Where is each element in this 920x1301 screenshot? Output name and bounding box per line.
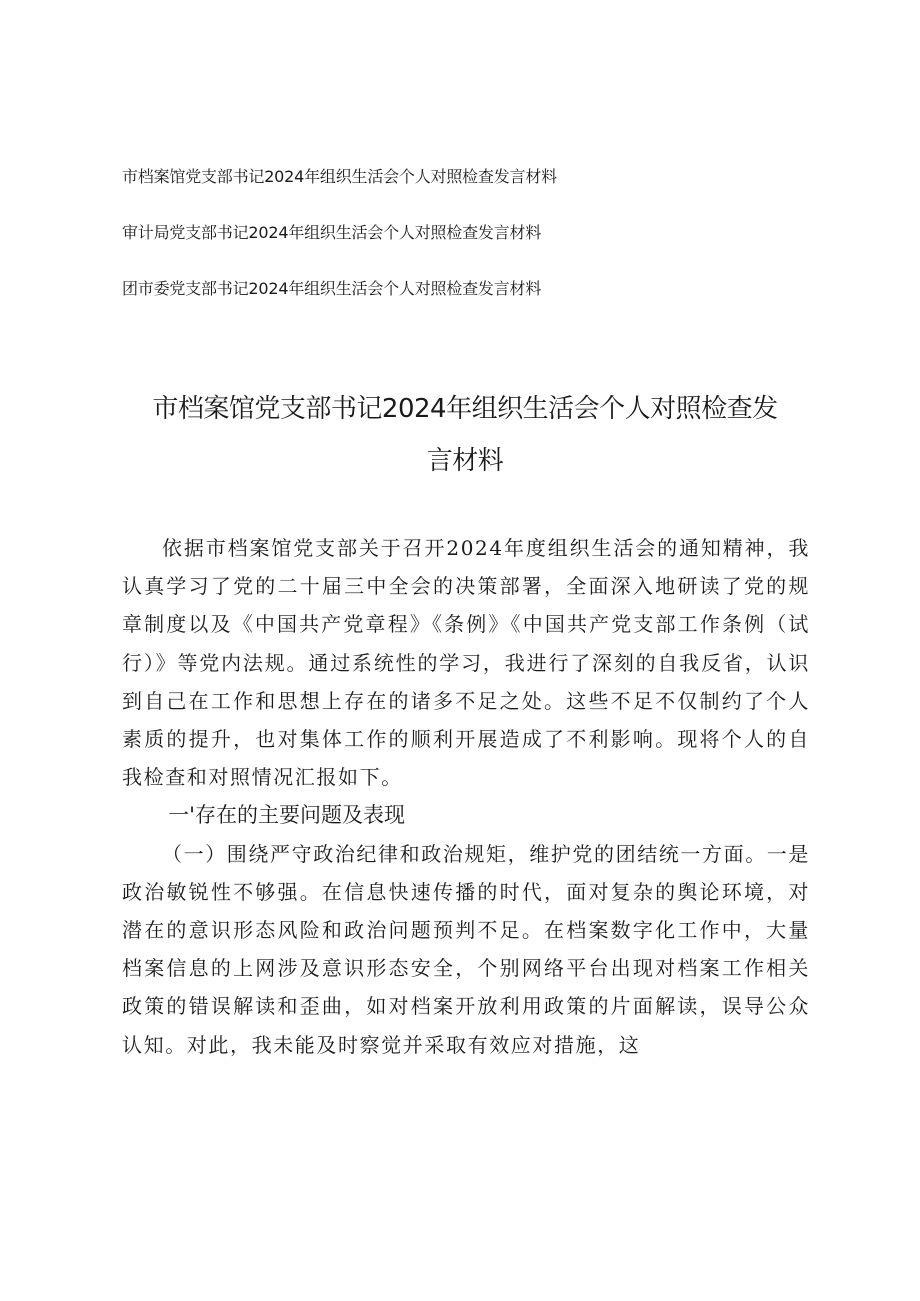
title-line-1: 市档案馆党支部书记2024年组织生活会个人对照检查发 <box>152 394 778 424</box>
intro-paragraph: 依据市档案馆党支部关于召开2024年度组织生活会的通知精神，我认真学习了党的二十届三中全会的决策部署，全面深入地研读了党的规章制度以及《中国共产党章程》《条例》《中国共产党支部工作条例（试行）》等党内法规。通过系统性的学习，我进行了深刻的自我反省，认识到自己在工作和思想上存在的诸多不足之处。这些不足不仅制约了个人素质的提升，也对集体工作的顺利开展造成了不利影响。现将个人的自我检查和对照情况汇报如下。 <box>122 536 810 790</box>
title-line-2: 言材料 <box>426 446 504 476</box>
section-paragraph: （一）围绕严守政治纪律和政治规矩，维护党的团结统一方面。一是政治敏锐性不够强。在信息快速传播的时代，面对复杂的舆论环境，对潜在的意识形态风险和政治问题预判不足。在档案数字化工作中，大量档案信息的上网涉及意识形态安全，个别网络平台出现对档案工作相关政策的错误解读和歪曲，如对档案开放利用政策的片面解读，误导公众认知。对此，我未能及时察觉并采取有效应对措施，这 <box>122 841 810 1057</box>
document-title <box>130 383 800 487</box>
toc-item: 团市委党支部书记2024年组织生活会个人对照检查发言材料 <box>122 279 542 298</box>
toc-item: 市档案馆党支部书记2024年组织生活会个人对照检查发言材料 <box>122 167 557 186</box>
toc-item: 审计局党支部书记2024年组织生活会个人对照检查发言材料 <box>122 223 542 242</box>
document-body <box>122 529 810 1064</box>
section-heading: 一'存在的主要问题及表现 <box>168 803 405 828</box>
